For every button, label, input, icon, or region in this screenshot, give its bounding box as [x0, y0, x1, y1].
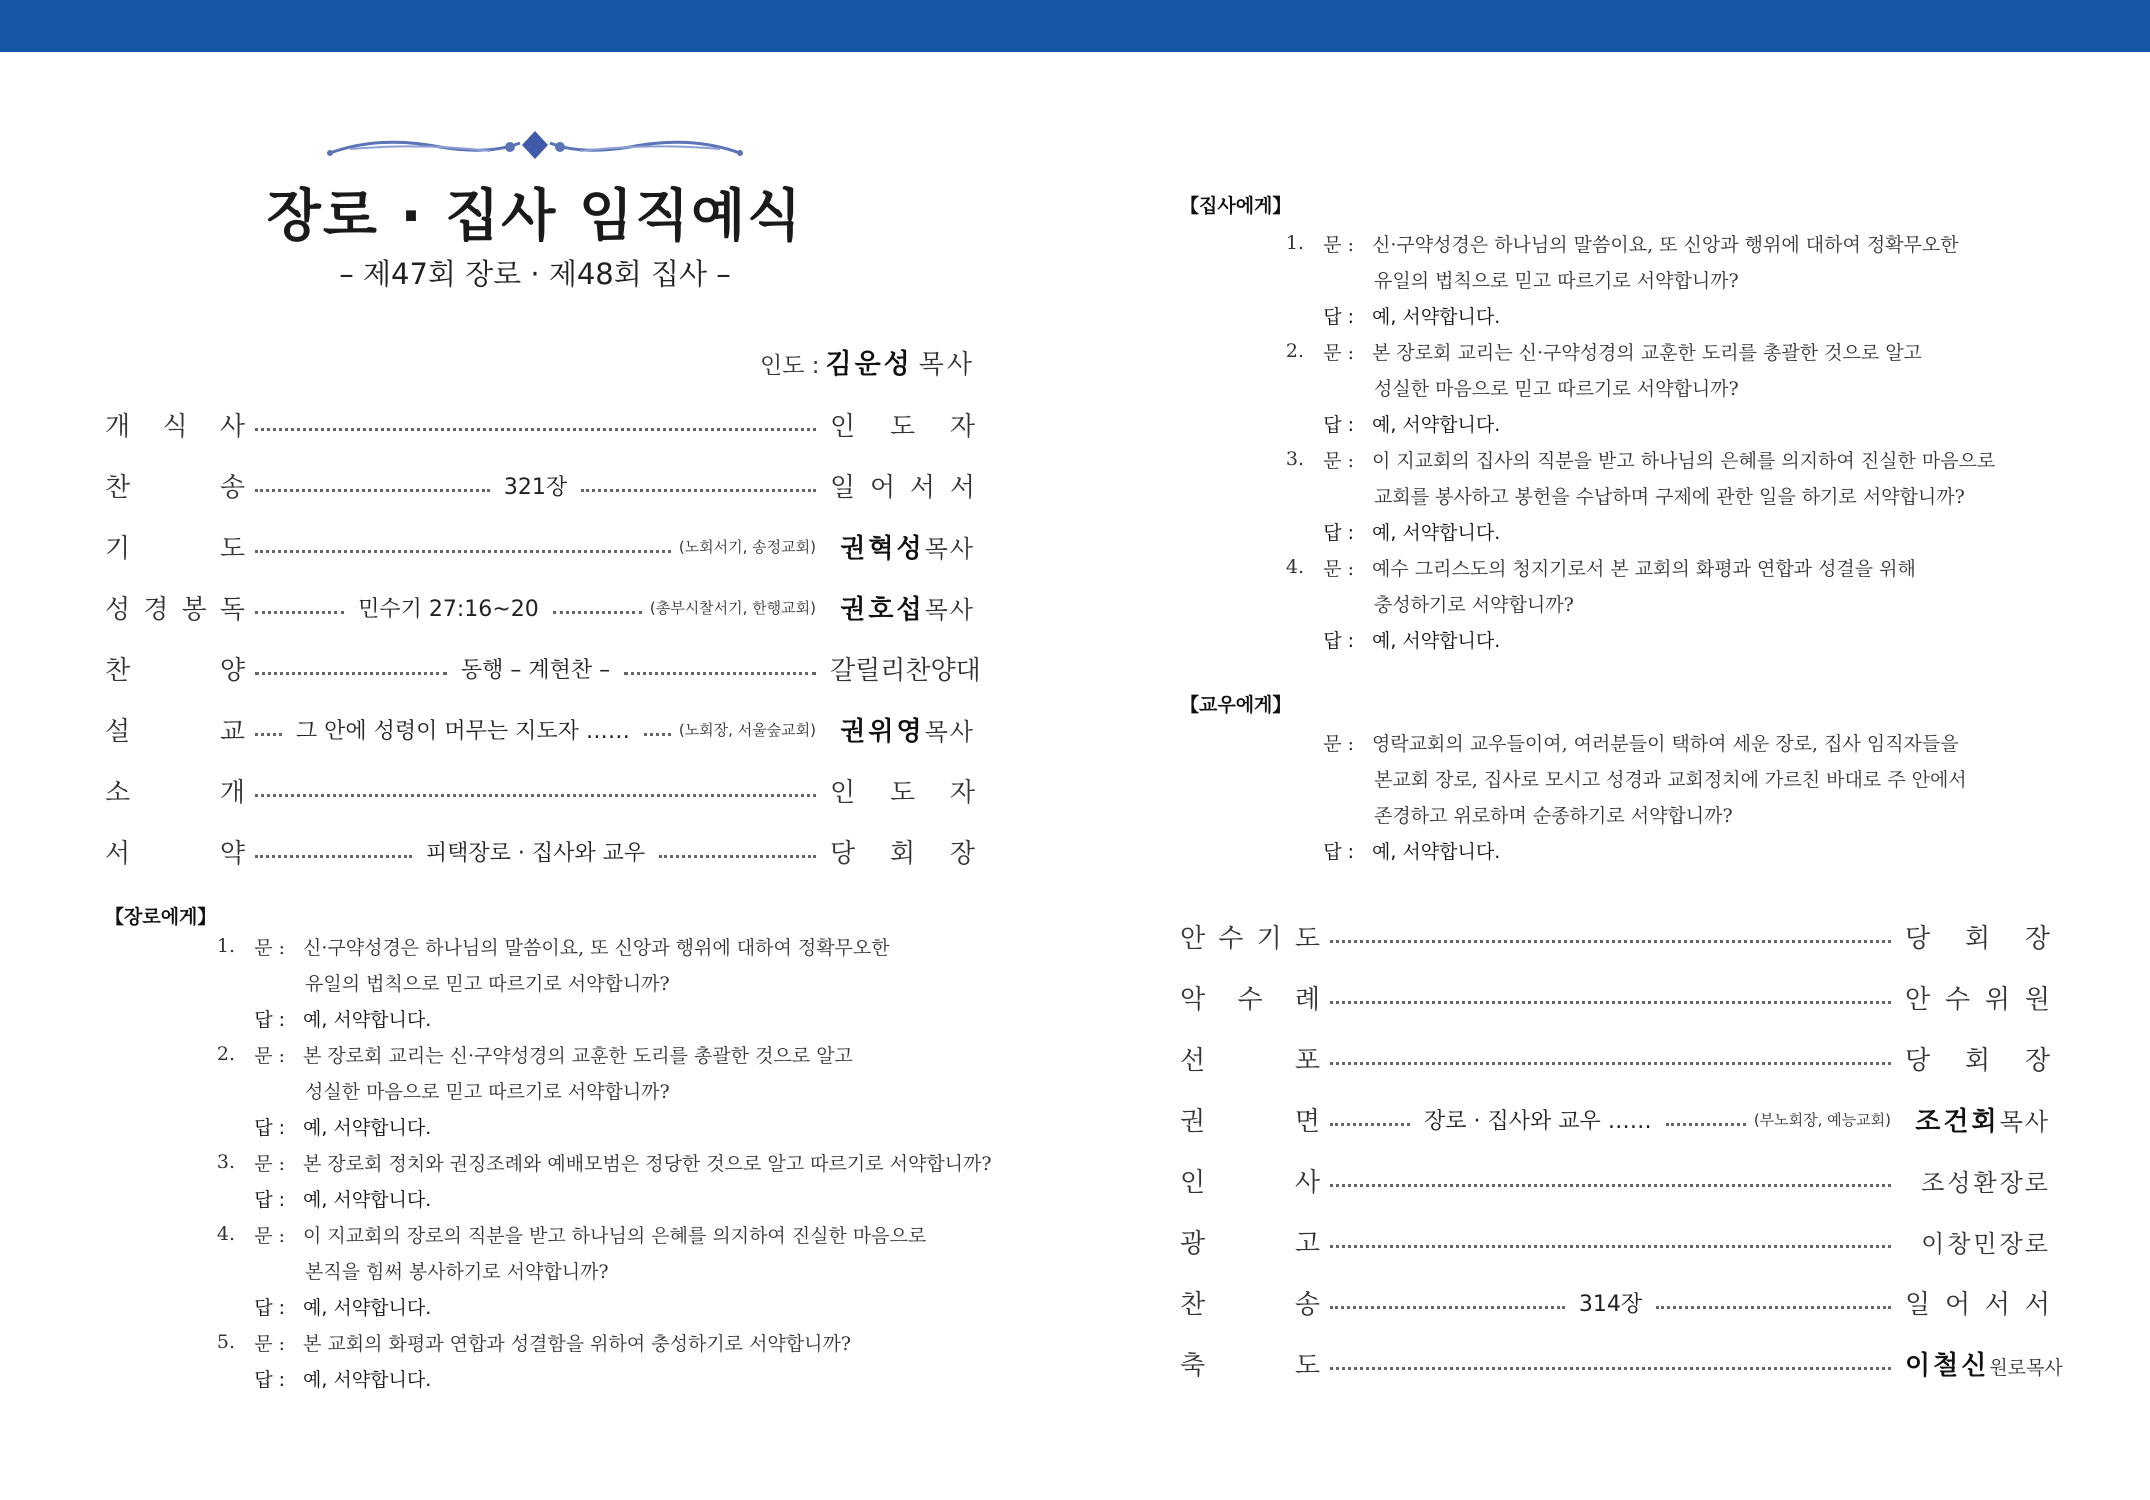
program-list-left [105, 394, 981, 882]
performer-name: 조건회 [1915, 1107, 2000, 1137]
vow-question-line [1252, 724, 1967, 760]
performer-char: 인 [830, 412, 856, 442]
answer-tag: 답 : [254, 1296, 285, 1319]
program-note: (노회서기, 송정교회) [678, 538, 816, 556]
leader-name: 김운성 [825, 349, 913, 380]
performer-char: 자 [949, 778, 975, 808]
vow-question-line [1252, 477, 1995, 513]
page-title: 장로 · 집사 임직예식 [266, 184, 804, 249]
leader-role: 목사 [918, 350, 975, 380]
answer-tag: 답 : [254, 1008, 285, 1031]
program-performer [830, 528, 975, 565]
program-item-label [1180, 1284, 1320, 1321]
vow-question-line [183, 1144, 992, 1180]
answer-tag: 답 : [1323, 521, 1354, 544]
label-char: 찬 [105, 473, 131, 503]
vow-question-text: 본 장로회 교리는 신·구약성경의 교훈한 도리를 총괄한 것으로 알고 [1372, 341, 1922, 364]
program-item-label [1180, 1040, 1320, 1077]
label-char: 고 [1294, 1229, 1320, 1259]
vow-answer-line [183, 1180, 992, 1216]
performer-char: 장 [949, 839, 975, 869]
vow-number: 2. [1285, 340, 1304, 362]
performer-char: 원 [2024, 985, 2050, 1015]
label-char: 도 [1294, 924, 1320, 954]
label-char: 권 [1180, 1107, 1206, 1137]
vow-answer-line [1252, 621, 1995, 657]
performer-name: 이철신 [1905, 1351, 1990, 1381]
page-subtitle: – 제47회 장로 · 제48회 집사 – [339, 257, 731, 291]
leader-label: 인도 : [760, 353, 820, 379]
vow-question-line [183, 964, 992, 1000]
label-char: 양 [219, 656, 245, 686]
question-tag: 문 : [254, 1224, 285, 1247]
question-tag: 문 : [1323, 233, 1354, 256]
program-performer [1905, 1224, 2050, 1259]
performer-name: 조성환 [1921, 1169, 2000, 1197]
dot-leader [1330, 1292, 1565, 1309]
program-leader-dots [1330, 922, 1891, 952]
vow-question-text: 유일의 법칙으로 믿고 따르기로 서약합니까? [305, 972, 670, 995]
vow-question-text: 본 장로회 정치와 권징조례와 예배모범은 정당한 것으로 알고 따르기로 서약합니까? [303, 1152, 992, 1175]
program-row [105, 821, 975, 882]
program-detail: 피택장로 · 집사와 교우 [425, 841, 646, 866]
dot-leader [553, 597, 642, 614]
program-item-label [105, 406, 245, 443]
performer-char: 당 [1905, 924, 1931, 954]
program-detail: 314장 [1578, 1292, 1643, 1317]
program-row [105, 455, 975, 516]
dot-leader [581, 475, 816, 492]
program-row [1180, 1089, 2050, 1150]
program-note: (부노회장, 예능교회) [1753, 1111, 1891, 1129]
label-char: 송 [1294, 1290, 1320, 1320]
vow-question-text: 본직을 힘써 봉사하기로 서약합니까? [305, 1260, 609, 1283]
deacons-vows [1252, 225, 1995, 657]
vow-question-line [1252, 585, 1995, 621]
top-color-bar [0, 0, 2150, 52]
label-char: 찬 [105, 656, 131, 686]
vow-answer-text: 예, 서약합니다. [303, 1188, 432, 1211]
label-char: 찬 [1180, 1290, 1206, 1320]
program-performer [1905, 1163, 2050, 1198]
answer-tag: 답 : [254, 1116, 285, 1139]
performer-char: 당 [830, 839, 856, 869]
performer-role: 목사 [924, 718, 975, 746]
vow-question-text: 신·구약성경은 하나님의 말씀이요, 또 신앙과 행위에 대하여 정확무오한 [1372, 233, 1959, 256]
performer-char: 안 [1905, 985, 1931, 1015]
program-row [105, 394, 975, 455]
dot-leader [659, 841, 816, 858]
dot-leader [1330, 987, 1891, 1004]
performer-char: 장 [2024, 924, 2050, 954]
performer-role: 장로 [1999, 1230, 2050, 1258]
program-leader-dots [1330, 1349, 1891, 1379]
vow-answer-text: 예, 서약합니다. [303, 1116, 432, 1139]
program-item-label [1180, 1223, 1320, 1260]
label-char: 악 [1180, 985, 1206, 1015]
vow-question-line [1252, 261, 1995, 297]
vow-question-text: 존경하고 위로하며 순종하기로 서약합니까? [1374, 804, 1733, 827]
performer-char: 회 [1964, 924, 1991, 954]
dot-leader [1330, 1353, 1891, 1370]
vow-question-line [1252, 760, 1967, 796]
program-leader-dots [255, 654, 816, 684]
label-char: 인 [1180, 1168, 1206, 1198]
program-row [1180, 1150, 2050, 1211]
program-item-label [1180, 1162, 1320, 1199]
program-detail: 장로 · 집사와 교우 …… [1424, 1109, 1652, 1134]
program-performer [1905, 979, 2050, 1016]
vow-question-line [183, 1324, 992, 1360]
label-char: 소 [105, 778, 131, 808]
label-char: 도 [219, 534, 245, 564]
program-performer [1905, 918, 2050, 955]
vow-question-text: 본 장로회 교리는 신·구약성경의 교훈한 도리를 총괄한 것으로 알고 [303, 1044, 853, 1067]
program-item-label [105, 772, 245, 809]
vow-question-text: 이 지교회의 집사의 직분을 받고 하나님의 은혜를 의지하여 진실한 마음으로 [1372, 449, 1996, 472]
performer-char: 서 [1984, 1290, 2011, 1320]
program-detail: 동행 – 계현찬 – [460, 658, 611, 683]
performer-char: 장 [2024, 1046, 2050, 1076]
leader-line [760, 342, 975, 381]
label-char: 면 [1294, 1107, 1320, 1137]
question-tag: 문 : [254, 1044, 285, 1067]
label-char: 성 [105, 595, 131, 625]
program-leader-dots [1330, 1288, 1891, 1318]
question-tag: 문 : [1323, 449, 1354, 472]
vow-question-line [1252, 796, 1967, 832]
dot-leader [255, 658, 447, 675]
vow-answer-line [1252, 513, 1995, 549]
dot-leader [1330, 1109, 1410, 1126]
label-char: 독 [219, 595, 245, 625]
question-tag: 문 : [1323, 557, 1354, 580]
performer-char: 서 [949, 473, 975, 503]
vow-answer-line [1252, 832, 1967, 868]
congregation-vows [1252, 724, 1967, 868]
elders-vows [183, 928, 992, 1396]
deacons-heading: 【집사에게】 [1180, 195, 1292, 217]
program-performer [1905, 1345, 2063, 1382]
vow-answer-line [183, 1360, 992, 1396]
vow-question-line [183, 1216, 992, 1252]
vow-answer-line [183, 1108, 992, 1144]
program-leader-dots [255, 776, 816, 806]
vow-number: 4. [216, 1223, 235, 1245]
question-tag: 문 : [1323, 732, 1354, 755]
program-performer [830, 406, 975, 443]
program-row [105, 638, 981, 699]
vow-question-text: 영락교회의 교우들이여, 여러분들이 택하여 세운 장로, 집사 임직자들을 [1372, 732, 1959, 755]
vow-question-line [183, 928, 992, 964]
program-leader-dots [255, 837, 816, 867]
program-note: (노회장, 서울숲교회) [678, 721, 816, 739]
label-char: 경 [143, 595, 169, 625]
label-char: 식 [162, 412, 188, 442]
program-item-label [1180, 1345, 1320, 1382]
program-performer [830, 711, 975, 748]
program-detail: 321장 [503, 475, 568, 500]
performer-char: 회 [1964, 1046, 1991, 1076]
performer-char: 일 [1905, 1290, 1931, 1320]
program-performer [830, 467, 975, 504]
vow-number: 3. [216, 1151, 235, 1173]
answer-tag: 답 : [1323, 629, 1354, 652]
label-char: 약 [219, 839, 245, 869]
program-performer [830, 772, 975, 809]
performer-char: 서 [2024, 1290, 2050, 1320]
vow-question-line [1252, 225, 1995, 261]
performer-text: 갈릴리찬양대 [830, 656, 981, 686]
vow-answer-text: 예, 서약합니다. [1372, 521, 1501, 544]
performer-char: 일 [830, 473, 856, 503]
performer-name: 권호섭 [840, 595, 925, 625]
vow-answer-line [183, 1000, 992, 1036]
vow-question-text: 충성하기로 서약합니까? [1374, 593, 1574, 616]
vow-answer-text: 예, 서약합니다. [1372, 629, 1501, 652]
vow-number: 5. [216, 1331, 235, 1353]
performer-char: 어 [869, 473, 896, 503]
label-char: 축 [1180, 1351, 1206, 1381]
label-char: 선 [1180, 1046, 1206, 1076]
program-list-right [1180, 906, 2063, 1394]
question-tag: 문 : [254, 1152, 285, 1175]
program-leader-dots [255, 715, 816, 745]
vow-question-line [1252, 369, 1995, 405]
label-char: 개 [105, 412, 131, 442]
performer-role: 장로 [1999, 1169, 2050, 1197]
program-leader-dots [255, 471, 816, 501]
program-performer [1905, 1284, 2050, 1321]
vow-question-text: 성실한 마음으로 믿고 따르기로 서약합니까? [1374, 377, 1739, 400]
label-char: 사 [219, 412, 245, 442]
vow-number: 2. [216, 1043, 235, 1065]
program-row [105, 577, 975, 638]
program-row [1180, 967, 2050, 1028]
performer-char: 회 [889, 839, 916, 869]
vow-answer-line [1252, 297, 1995, 333]
program-detail: 그 안에 성령이 머무는 지도자 …… [295, 719, 630, 744]
vow-answer-text: 예, 서약합니다. [1372, 413, 1501, 436]
vow-question-line [1252, 549, 1995, 585]
vow-question-text: 유일의 법칙으로 믿고 따르기로 서약합니까? [1374, 269, 1739, 292]
label-char: 포 [1294, 1046, 1320, 1076]
program-item-label [105, 589, 245, 626]
vow-question-text: 이 지교회의 장로의 직분을 받고 하나님의 은혜를 의지하여 진실한 마음으로 [303, 1224, 927, 1247]
program-row [1180, 1333, 2063, 1394]
label-char: 도 [1294, 1351, 1320, 1381]
program-performer [1905, 1040, 2050, 1077]
dot-leader [255, 841, 412, 858]
program-leader-dots [1330, 983, 1891, 1013]
dot-leader [255, 597, 344, 614]
vow-number: 3. [1285, 448, 1304, 470]
label-char: 수 [1218, 924, 1244, 954]
performer-name: 권위영 [840, 717, 925, 747]
vow-answer-text: 예, 서약합니다. [303, 1296, 432, 1319]
vow-question-text: 본교회 장로, 집사로 모시고 성경과 교회정치에 가르친 바대로 주 안에서 [1374, 768, 1967, 791]
vow-question-text: 교회를 봉사하고 봉헌을 수납하며 구제에 관한 일을 하기로 서약합니까? [1374, 485, 1965, 508]
vow-answer-text: 예, 서약합니다. [303, 1008, 432, 1031]
program-row [1180, 1028, 2050, 1089]
answer-tag: 답 : [1323, 840, 1354, 863]
label-char: 봉 [181, 595, 207, 625]
label-char: 례 [1294, 985, 1320, 1015]
program-leader-dots [255, 532, 816, 562]
answer-tag: 답 : [254, 1188, 285, 1211]
program-item-label [1180, 1101, 1320, 1138]
label-char: 기 [1256, 924, 1282, 954]
program-row [1180, 1272, 2050, 1333]
question-tag: 문 : [1323, 341, 1354, 364]
dot-leader [255, 719, 282, 736]
performer-name: 권혁성 [840, 534, 925, 564]
performer-char: 위 [1984, 985, 2011, 1015]
program-item-label [105, 650, 245, 687]
vow-answer-line [1252, 405, 1995, 441]
performer-char: 도 [889, 412, 916, 442]
program-detail: 민수기 27:16~20 [358, 597, 539, 622]
vow-question-text: 성실한 마음으로 믿고 따르기로 서약합니까? [305, 1080, 670, 1103]
program-item-label [105, 833, 245, 870]
vow-question-line [1252, 333, 1995, 369]
program-item-label [1180, 979, 1320, 1016]
label-char: 안 [1180, 924, 1206, 954]
dot-leader [624, 658, 816, 675]
dot-leader [255, 414, 816, 431]
performer-char: 당 [1905, 1046, 1931, 1076]
dot-leader [1666, 1109, 1746, 1126]
label-char: 수 [1237, 985, 1263, 1015]
performer-char: 인 [830, 778, 856, 808]
label-char: 서 [105, 839, 131, 869]
answer-tag: 답 : [254, 1368, 285, 1391]
performer-role: 원로목사 [1989, 1357, 2063, 1379]
dot-leader [1330, 1048, 1891, 1065]
program-note: (총부시찰서기, 한행교회) [649, 599, 816, 617]
program-performer [830, 589, 975, 626]
vow-answer-text: 예, 서약합니다. [1372, 305, 1501, 328]
ornament-icon [320, 125, 750, 165]
dot-leader [255, 475, 490, 492]
program-performer [830, 650, 981, 687]
program-row [105, 760, 975, 821]
dot-leader [1330, 926, 1891, 943]
dot-leader [1330, 1231, 1891, 1248]
dot-leader [255, 536, 671, 553]
program-leader-dots [1330, 1227, 1891, 1257]
program-item-label [105, 711, 245, 748]
dot-leader [1330, 1170, 1891, 1187]
performer-char: 서 [909, 473, 936, 503]
label-char: 설 [105, 717, 131, 747]
performer-char: 자 [949, 412, 975, 442]
vow-question-text: 예수 그리스도의 청지기로서 본 교회의 화평과 연합과 성결을 위해 [1372, 557, 1916, 580]
program-row [105, 516, 975, 577]
program-item-label [1180, 918, 1320, 955]
label-char: 기 [105, 534, 131, 564]
vow-question-text: 본 교회의 화평과 연합과 성결함을 위하여 충성하기로 서약합니까? [303, 1332, 852, 1355]
vow-question-line [1252, 441, 1995, 477]
program-item-label [105, 528, 245, 565]
program-row [1180, 906, 2050, 967]
vow-number: 4. [1285, 556, 1304, 578]
program-leader-dots [255, 593, 816, 623]
vow-number: 1. [216, 935, 235, 957]
vow-answer-line [183, 1288, 992, 1324]
label-char: 송 [219, 473, 245, 503]
answer-tag: 답 : [1323, 305, 1354, 328]
performer-char: 도 [889, 778, 916, 808]
program-leader-dots [1330, 1044, 1891, 1074]
dot-leader [1656, 1292, 1891, 1309]
question-tag: 문 : [254, 1332, 285, 1355]
vow-answer-text: 예, 서약합니다. [303, 1368, 432, 1391]
performer-name: 이창민 [1921, 1230, 2000, 1258]
label-char: 개 [219, 778, 245, 808]
congregation-heading: 【교우에게】 [1180, 694, 1292, 716]
elders-heading: 【장로에게】 [105, 906, 217, 928]
answer-tag: 답 : [1323, 413, 1354, 436]
dot-leader [644, 719, 671, 736]
vow-question-line [183, 1252, 992, 1288]
dot-leader [255, 780, 816, 797]
program-leader-dots [255, 410, 816, 440]
question-tag: 문 : [254, 936, 285, 959]
program-row [1180, 1211, 2050, 1272]
performer-role: 목사 [1999, 1108, 2050, 1136]
program-item-label [105, 467, 245, 504]
performer-role: 목사 [924, 596, 975, 624]
program-performer [830, 833, 975, 870]
vow-question-text: 신·구약성경은 하나님의 말씀이요, 또 신앙과 행위에 대하여 정확무오한 [303, 936, 890, 959]
vow-question-line [183, 1036, 992, 1072]
vow-answer-text: 예, 서약합니다. [1372, 840, 1501, 863]
performer-char: 어 [1944, 1290, 1971, 1320]
label-char: 사 [1294, 1168, 1320, 1198]
label-char: 광 [1180, 1229, 1206, 1259]
vow-number: 1. [1285, 232, 1304, 254]
performer-role: 목사 [924, 535, 975, 563]
program-leader-dots [1330, 1166, 1891, 1196]
label-char: 교 [219, 717, 245, 747]
program-performer [1905, 1101, 2050, 1138]
vow-question-line [183, 1072, 992, 1108]
performer-char: 수 [1944, 985, 1971, 1015]
program-row [105, 699, 975, 760]
program-leader-dots [1330, 1105, 1891, 1135]
